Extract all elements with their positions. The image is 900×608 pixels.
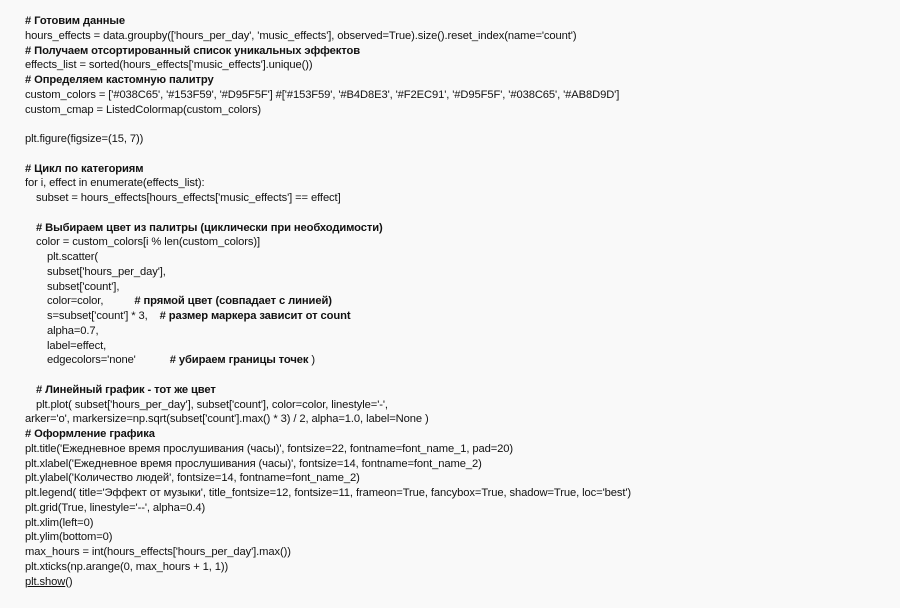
code-line-legend: plt.legend( title='Эффект от музыки', title_fontsize=12, fontsize=11, frameon=True, fancybox=True, shadow=True, loc='best') xyxy=(25,487,632,499)
code-line-custom-colors: custom_colors = ['#038C65', '#153F59', '#D95F5F'] #['#153F59', '#B4D8E3', '#F2EC91', '#D95F5F', '#038C65', '#AB8D9D'] xyxy=(25,88,620,101)
code-line-scatter-alpha: alpha=0.7, xyxy=(47,324,99,337)
code-edgecolors-arg: edgecolors='none' xyxy=(47,354,136,367)
code-line-groupby: hours_effects = data.groupby(['hours_per_day', 'music_effects'], observed=True).size().reset_index(name='count') xyxy=(25,29,577,42)
code-line-figure: plt.figure(figsize=(15, 7)) xyxy=(25,133,144,145)
code-line-xlim: plt.xlim(left=0) xyxy=(25,516,94,529)
code-line-plot: plt.plot( subset['hours_per_day'], subset['count'], color=color, linestyle='-', xyxy=(36,398,388,411)
code-line-scatter-size xyxy=(25,309,885,324)
code-line-xlabel: plt.xlabel('Ежедневное время прослушивания (часы)', fontsize=14, fontname=font_name_2) xyxy=(25,457,482,470)
code-line-max-hours: max_hours = int(hours_effects['hours_per_day'].max()) xyxy=(25,546,291,558)
code-line-show xyxy=(25,575,885,590)
code-line-plot-cont: arker='o', markersize=np.sqrt(subset['count'].max() * 3) / 2, alpha=1.0, label=None ) xyxy=(25,413,429,426)
comment-prepare-data: # Готовим данные xyxy=(25,15,125,27)
code-line-scatter-color xyxy=(25,294,885,309)
code-line-subset: subset = hours_effects[hours_effects['music_effects'] == effect] xyxy=(36,192,341,204)
blank-line xyxy=(25,368,885,383)
code-line-scatter-label: label=effect, xyxy=(47,339,107,352)
code-line-scatter-y: subset['count'], xyxy=(47,280,120,293)
blank-line xyxy=(25,206,885,221)
code-line-ylabel: plt.ylabel('Количество людей', fontsize=14, fontname=font_name_2) xyxy=(25,472,360,485)
code-show-call: plt.show xyxy=(25,575,66,588)
code-line-grid: plt.grid(True, linestyle='--', alpha=0.4) xyxy=(25,501,206,514)
blank-line xyxy=(25,117,885,132)
code-line-scatter-edge xyxy=(25,353,885,368)
code-line-for-loop: for i, effect in enumerate(effects_list): xyxy=(25,177,205,190)
comment-chart-styling: # Оформление графика xyxy=(25,428,155,440)
blank-line xyxy=(25,147,885,162)
comment-custom-palette: # Определяем кастомную палитру xyxy=(25,74,214,86)
comment-line-plot: # Линейный график - тот же цвет xyxy=(36,383,216,396)
code-show-parens: () xyxy=(65,575,73,588)
comment-category-loop: # Цикл по категориям xyxy=(25,162,144,175)
comment-choose-color: # Выбираем цвет из палитры (циклически при необходимости) xyxy=(36,221,383,234)
code-block xyxy=(25,14,885,589)
comment-remove-borders: # убираем границы точек xyxy=(169,354,309,367)
code-line-scatter: plt.scatter( xyxy=(47,251,99,263)
comment-direct-color: # прямой цвет (совпадает с линией) xyxy=(134,295,332,308)
code-close-paren: ) xyxy=(308,354,316,367)
code-line-color: color = custom_colors[i % len(custom_colors)] xyxy=(36,236,260,249)
code-line-ylim: plt.ylim(bottom=0) xyxy=(25,531,113,544)
code-line-scatter-x: subset['hours_per_day'], xyxy=(47,265,166,278)
code-line-title: plt.title('Ежедневное время прослушивания (часы)', fontsize=22, fontname=font_name_1, pad=20) xyxy=(25,442,514,455)
code-size-arg: s=subset['count'] * 3, xyxy=(47,310,148,322)
comment-marker-size: # размер маркера зависит от count xyxy=(159,310,351,322)
comment-sorted-effects: # Получаем отсортированный список уникальных эффектов xyxy=(25,44,361,57)
code-line-custom-cmap: custom_cmap = ListedColormap(custom_colors) xyxy=(25,103,262,116)
code-color-arg: color=color, xyxy=(47,295,104,308)
code-line-xticks: plt.xticks(np.arange(0, max_hours + 1, 1)) xyxy=(25,560,229,573)
code-line-effects-list: effects_list = sorted(hours_effects['music_effects'].unique()) xyxy=(25,59,313,72)
